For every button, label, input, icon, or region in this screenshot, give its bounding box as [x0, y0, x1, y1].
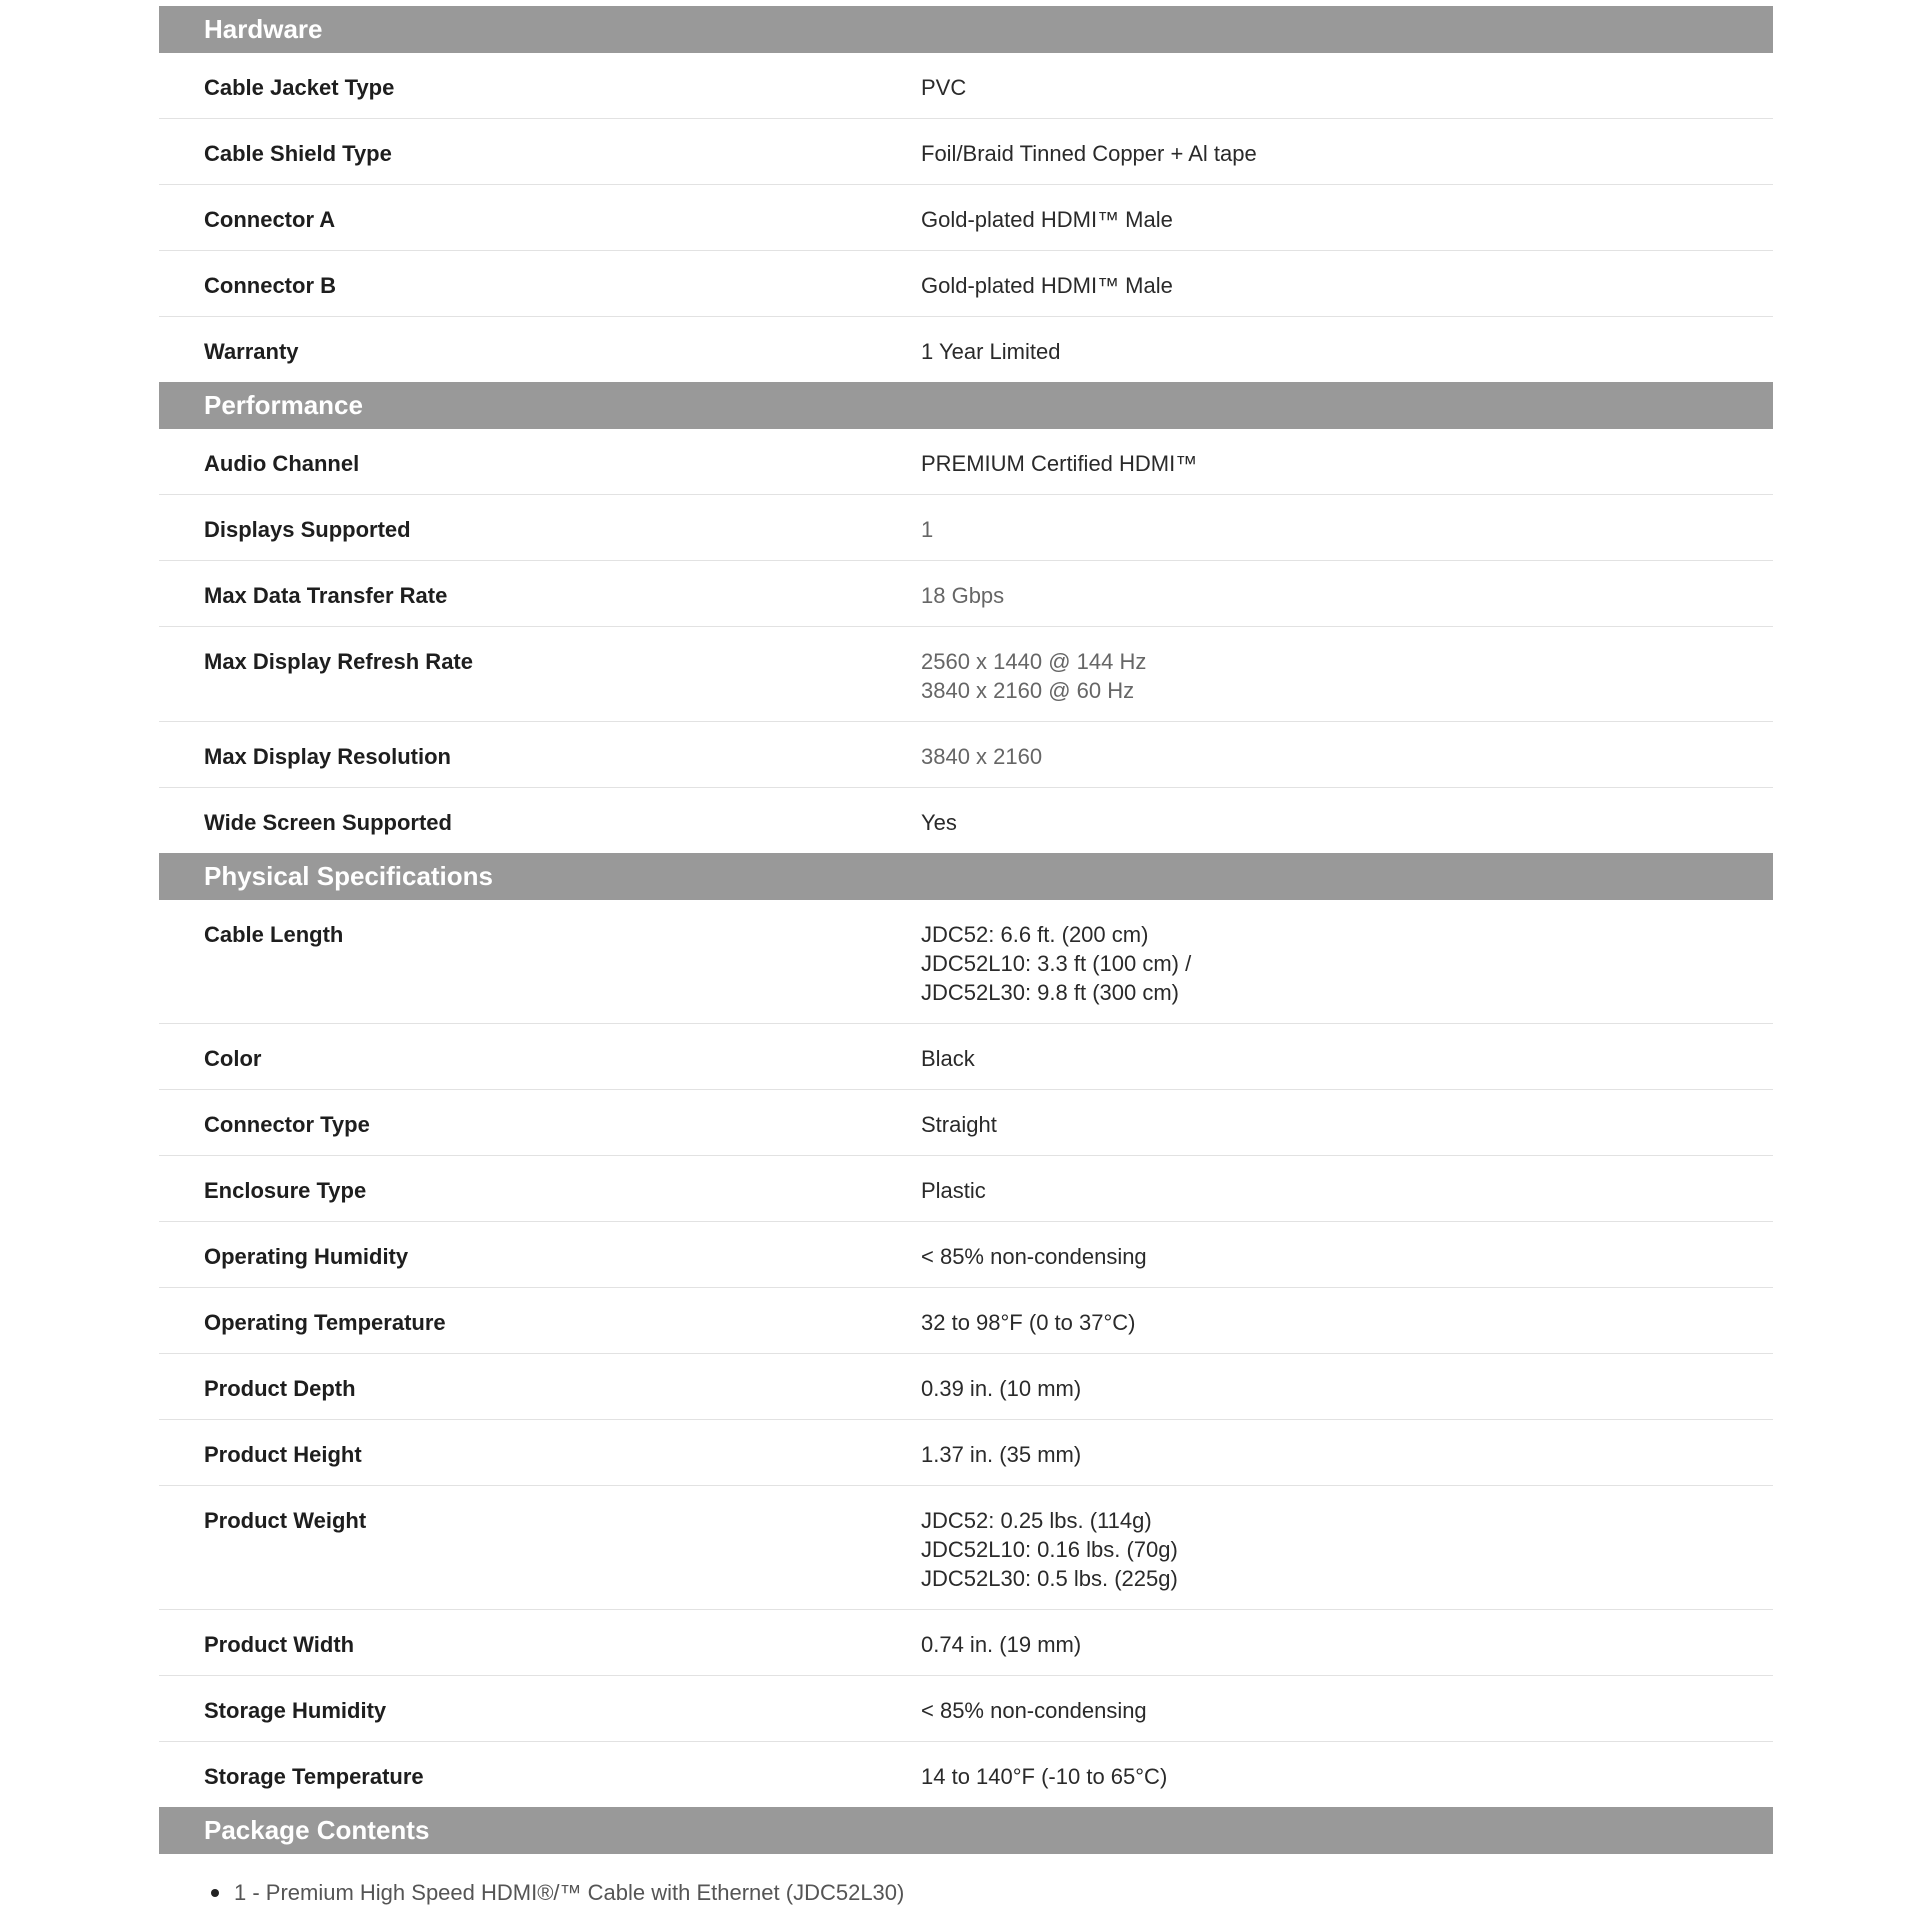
spec-value: PREMIUM Certified HDMI™	[921, 451, 1198, 476]
spec-label: Enclosure Type	[204, 1178, 367, 1203]
spec-label: Connector B	[204, 273, 336, 298]
spec-row-color	[159, 1024, 1773, 1090]
spec-label: Product Depth	[204, 1376, 356, 1401]
spec-row-cable-jacket-type	[159, 53, 1773, 119]
spec-value: 0.74 in. (19 mm)	[921, 1632, 1082, 1657]
spec-row-max-data-transfer-rate	[159, 561, 1773, 627]
spec-table	[159, 6, 1773, 1907]
spec-row-operating-temperature	[159, 1288, 1773, 1354]
section-header-physical-specifications: Physical Specifications	[159, 853, 1773, 900]
spec-value: Yes	[921, 810, 957, 835]
spec-value	[921, 647, 1773, 705]
section-header-hardware: Hardware	[159, 6, 1773, 53]
spec-row-connector-type	[159, 1090, 1773, 1156]
spec-label: Operating Temperature	[204, 1310, 446, 1335]
spec-label: Storage Temperature	[204, 1764, 424, 1789]
spec-value: 3840 x 2160	[921, 744, 1043, 769]
package-contents-list	[159, 1854, 1773, 1907]
spec-label: Max Display Resolution	[204, 744, 451, 769]
spec-label: Product Width	[204, 1632, 355, 1657]
spec-row-warranty	[159, 317, 1773, 382]
spec-value-line: 2560 x 1440 @ 144 Hz	[921, 649, 1147, 674]
spec-value: 18 Gbps	[921, 583, 1005, 608]
spec-label: Max Display Refresh Rate	[204, 649, 473, 674]
spec-value: Plastic	[921, 1178, 986, 1203]
spec-label: Cable Shield Type	[204, 141, 392, 166]
spec-value-line: JDC52L30: 9.8 ft (300 cm)	[921, 980, 1180, 1005]
spec-label: Cable Jacket Type	[204, 75, 395, 100]
spec-value: 14 to 140°F (-10 to 65°C)	[921, 1764, 1168, 1789]
spec-value-line: JDC52: 6.6 ft. (200 cm)	[921, 922, 1149, 947]
spec-row-product-height	[159, 1420, 1773, 1486]
spec-row-product-width	[159, 1610, 1773, 1676]
spec-value: 1	[921, 517, 934, 542]
bullet-icon	[211, 1889, 219, 1897]
list-item	[159, 1878, 1773, 1907]
spec-label: Color	[204, 1046, 262, 1071]
spec-label: Storage Humidity	[204, 1698, 387, 1723]
spec-value-line: JDC52L30: 0.5 lbs. (225g)	[921, 1566, 1178, 1591]
package-item-text: 1 - Premium High Speed HDMI®/™ Cable with Ethernet (JDC52L30)	[234, 1880, 905, 1905]
spec-value-line: JDC52: 0.25 lbs. (114g)	[921, 1508, 1152, 1533]
spec-row-displays-supported	[159, 495, 1773, 561]
spec-value: Black	[921, 1046, 975, 1071]
spec-row-product-weight	[159, 1486, 1773, 1610]
spec-label: Product Height	[204, 1442, 362, 1467]
spec-value: < 85% non-condensing	[921, 1698, 1147, 1723]
spec-row-cable-shield-type	[159, 119, 1773, 185]
spec-row-wide-screen-supported	[159, 788, 1773, 853]
spec-label: Cable Length	[204, 922, 344, 947]
spec-row-cable-length	[159, 900, 1773, 1024]
spec-value: < 85% non-condensing	[921, 1244, 1147, 1269]
spec-row-audio-channel	[159, 429, 1773, 495]
spec-value: Gold-plated HDMI™ Male	[921, 207, 1173, 232]
spec-row-connector-b	[159, 251, 1773, 317]
spec-label: Wide Screen Supported	[204, 810, 452, 835]
spec-label: Product Weight	[204, 1508, 367, 1533]
section-header-package-contents: Package Contents	[159, 1807, 1773, 1854]
spec-value-line: JDC52L10: 0.16 lbs. (70g)	[921, 1537, 1178, 1562]
spec-row-enclosure-type	[159, 1156, 1773, 1222]
spec-value: Straight	[921, 1112, 997, 1137]
spec-value	[921, 1506, 1773, 1593]
spec-value: Gold-plated HDMI™ Male	[921, 273, 1173, 298]
spec-label: Operating Humidity	[204, 1244, 409, 1269]
spec-row-storage-humidity	[159, 1676, 1773, 1742]
spec-label: Displays Supported	[204, 517, 411, 542]
spec-label: Warranty	[204, 339, 299, 364]
section-header-performance: Performance	[159, 382, 1773, 429]
spec-value-line: JDC52L10: 3.3 ft (100 cm) /	[921, 951, 1192, 976]
spec-value: 1.37 in. (35 mm)	[921, 1442, 1082, 1467]
spec-row-operating-humidity	[159, 1222, 1773, 1288]
spec-value	[921, 920, 1773, 1007]
spec-label: Max Data Transfer Rate	[204, 583, 448, 608]
spec-row-storage-temperature	[159, 1742, 1773, 1807]
spec-label: Connector Type	[204, 1112, 370, 1137]
spec-value: 1 Year Limited	[921, 339, 1061, 364]
spec-label: Connector A	[204, 207, 336, 232]
spec-value: 0.39 in. (10 mm)	[921, 1376, 1082, 1401]
spec-row-max-display-refresh-rate	[159, 627, 1773, 722]
spec-value-line: 3840 x 2160 @ 60 Hz	[921, 678, 1135, 703]
spec-row-connector-a	[159, 185, 1773, 251]
spec-value: PVC	[921, 75, 967, 100]
spec-row-product-depth	[159, 1354, 1773, 1420]
spec-value: 32 to 98°F (0 to 37°C)	[921, 1310, 1136, 1335]
spec-label: Audio Channel	[204, 451, 360, 476]
spec-value: Foil/Braid Tinned Copper + Al tape	[921, 141, 1257, 166]
spec-row-max-display-resolution	[159, 722, 1773, 788]
